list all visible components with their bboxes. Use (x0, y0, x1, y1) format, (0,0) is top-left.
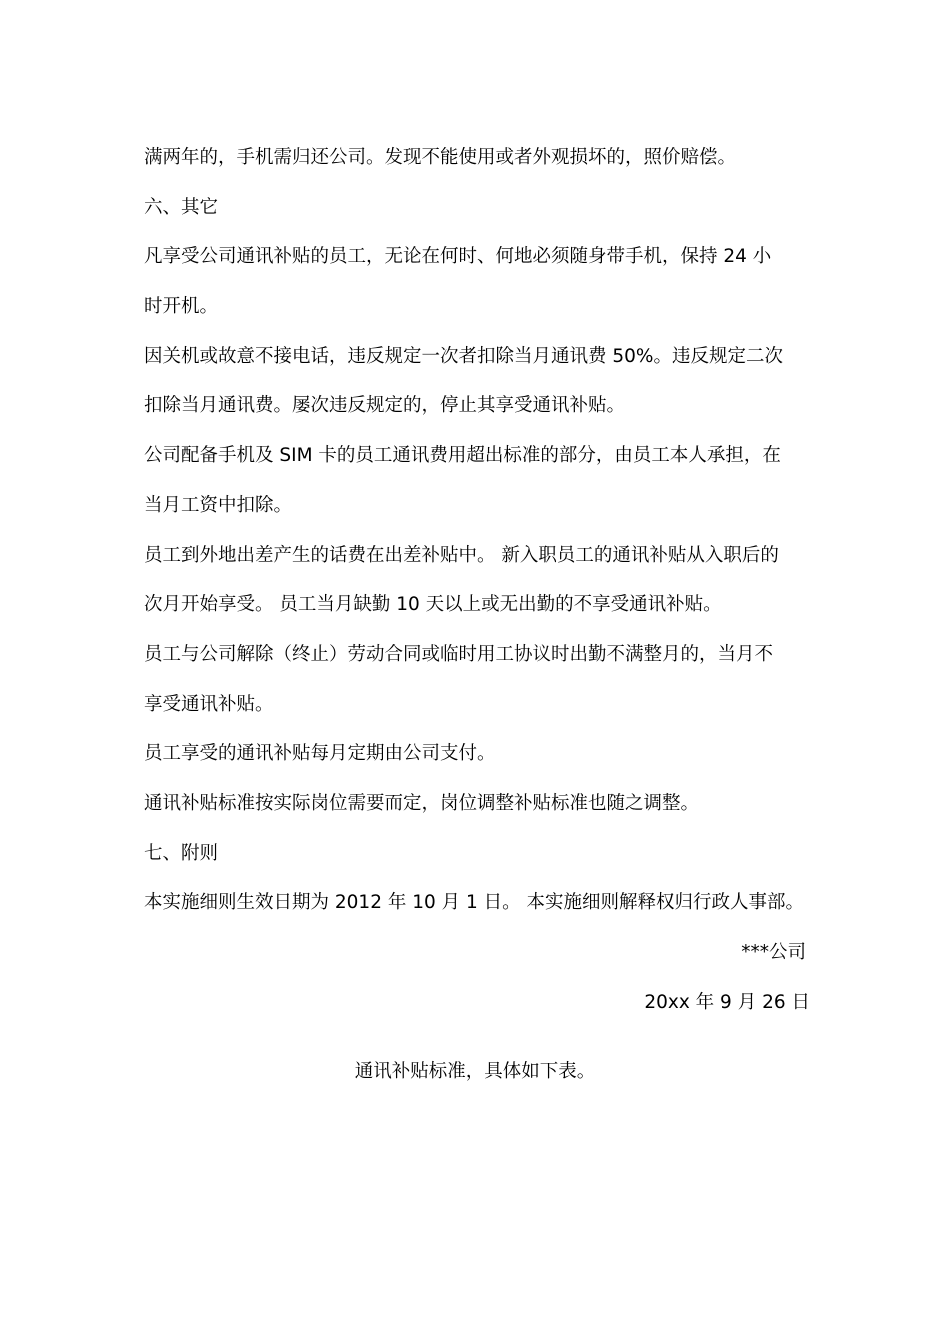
paragraph-line: 公司配备手机及 SIM 卡的员工通讯费用超出标准的部分，由员工本人承担，在 (144, 445, 781, 467)
document-body (144, 133, 810, 1027)
paragraph-line: 通讯补贴标准按实际岗位需要而定，岗位调整补贴标准也随之调整。 (144, 792, 700, 814)
paragraph-line: 时开机。 (144, 296, 219, 318)
paragraph-line: 员工享受的通讯补贴每月定期由公司支付。 (144, 743, 496, 765)
paragraph-line: 凡享受公司通讯补贴的员工，无论在何时、何地必须随身带手机，保持 24 小 (144, 246, 772, 268)
section-heading-supplementary: 七、附则 (144, 842, 219, 864)
signature-company: ***公司 (741, 942, 806, 963)
signature-date: 20xx 年 9 月 26 日 (644, 991, 810, 1013)
paragraph-line: 享受通讯补贴。 (144, 693, 274, 715)
paragraph-line: 本实施细则生效日期为 2012 年 10 月 1 日。 本实施细则解释权归行政人事部。 (144, 892, 805, 914)
paragraph-line: 满两年的，手机需归还公司。发现不能使用或者外观损坏的，照价赔偿。 (144, 147, 737, 168)
paragraph-line: 员工与公司解除（终止）劳动合同或临时用工协议时出勤不满整月的，当月不 (144, 643, 774, 665)
table-note: 通讯补贴标准，具体如下表。 (354, 1061, 596, 1082)
paragraph-line: 次月开始享受。 员工当月缺勤 10 天以上或无出勤的不享受通讯补贴。 (144, 594, 722, 616)
paragraph-line: 员工到外地出差产生的话费在出差补贴中。 新入职员工的通讯补贴从入职后的 (144, 544, 779, 566)
paragraph-line: 因关机或故意不接电话，违反规定一次者扣除当月通讯费 50%。违反规定二次 (144, 345, 784, 367)
paragraph-line: 当月工资中扣除。 (144, 494, 293, 516)
section-heading-other: 六、其它 (144, 196, 219, 218)
paragraph-line: 扣除当月通讯费。屡次违反规定的，停止其享受通讯补贴。 (144, 395, 626, 417)
